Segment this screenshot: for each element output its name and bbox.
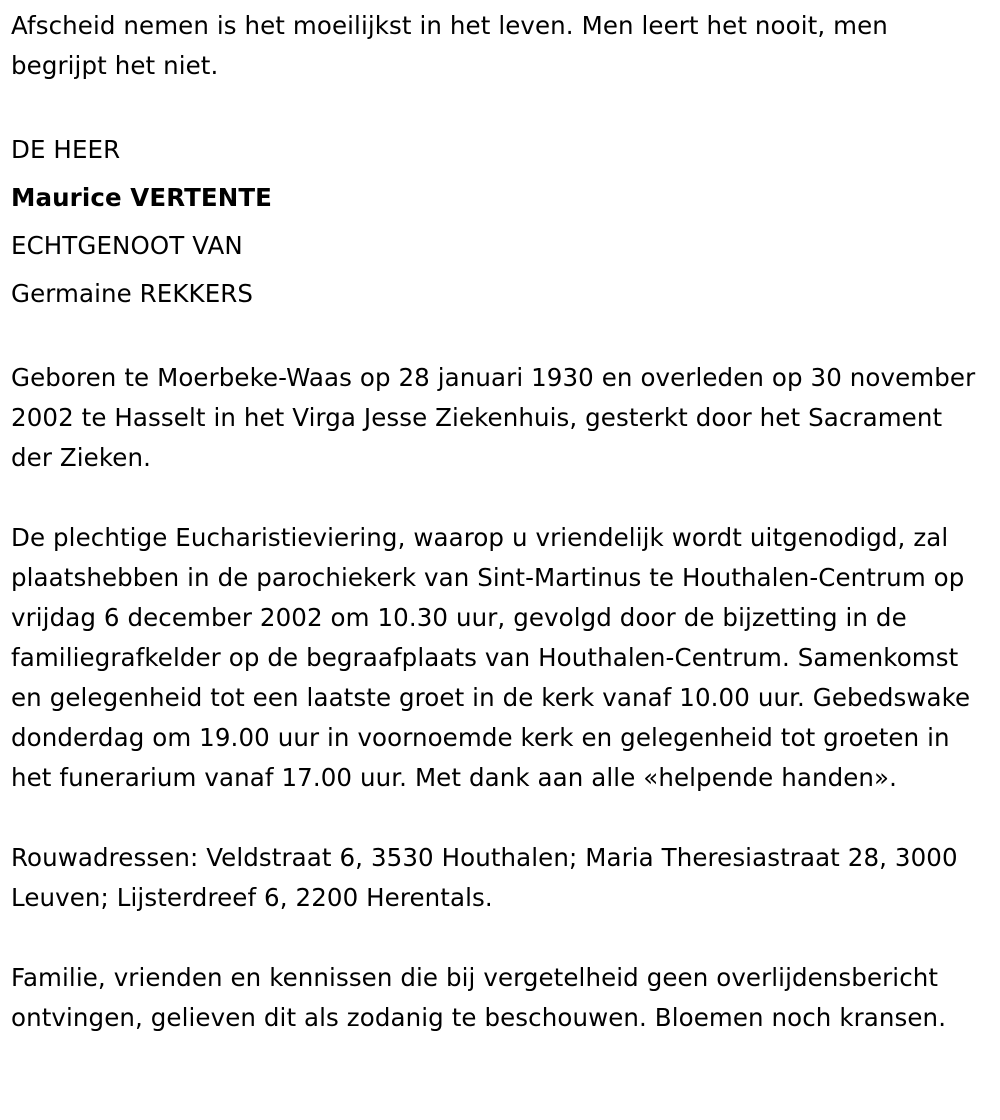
name-block <box>11 126 986 318</box>
relation-label: ECHTGENOOT VAN <box>11 231 243 260</box>
addresses-paragraph: Rouwadressen: Veldstraat 6, 3530 Houthalen; Maria Theresiastraat 28, 3000 Leuven; Lijsterdreef 6, 2200 Herentals. <box>11 843 958 912</box>
birth-death-paragraph: Geboren te Moerbeke-Waas op 28 januari 1930 en overleden op 30 november 2002 te Hasselt in het Virga Jesse Ziekenhuis, gesterkt door het Sacrament der Zieken. <box>11 363 976 472</box>
deceased-name: Maurice VERTENTE <box>11 183 272 212</box>
salutation: DE HEER <box>11 135 121 164</box>
closing-paragraph: Familie, vrienden en kennissen die bij vergetelheid geen overlijdensbericht ontvingen, gelieven dit als zodanig te beschouwen. Bloemen noch kransen. <box>11 963 947 1032</box>
spouse-name: Germaine REKKERS <box>11 279 254 308</box>
opening-quote: Afscheid nemen is het moeilijkst in het leven. Men leert het nooit, men begrijpt het niet. <box>11 11 888 80</box>
ceremony-paragraph: De plechtige Eucharistieviering, waarop u vriendelijk wordt uitgenodigd, zal plaatshebben in de parochiekerk van Sint-Martinus te Houthalen-Centrum op vrijdag 6 december 2002 om 10.30 uur, gevolgd door de bijzetting in de familiegrafkelder op de begraafplaats van Houthalen-Centrum. Samenkomst en gelegenheid tot een laatste groet in de kerk vanaf 10.00 uur. Gebedswake donderdag om 19.00 uur in voornoemde kerk en gelegenheid tot groeten in het funerarium vanaf 17.00 uur. Met dank aan alle «helpende handen». <box>11 523 971 792</box>
obituary-notice <box>11 6 986 1038</box>
